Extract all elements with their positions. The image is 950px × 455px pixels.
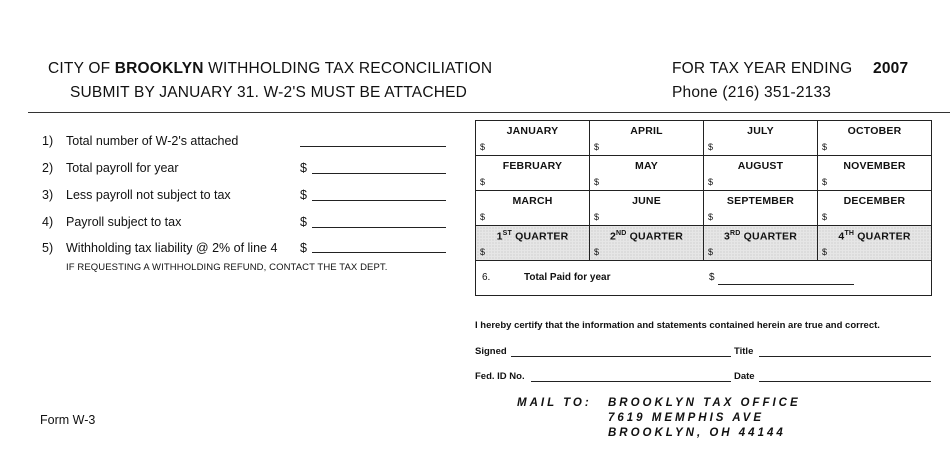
quarter-number: 1 (496, 230, 503, 243)
quarter-suffix: TH (844, 230, 855, 237)
title-prefix: CITY OF (48, 60, 115, 77)
signed-label: Signed (475, 346, 507, 357)
total-num: 6. (482, 272, 491, 283)
month-label: NOVEMBER (843, 160, 906, 172)
line-1-num: 1) (42, 134, 54, 148)
line-4-num: 4) (42, 215, 54, 229)
month-label: OCTOBER (847, 125, 902, 137)
quarter-cell[interactable] (590, 226, 704, 261)
form-subtitle: SUBMIT BY JANUARY 31. W-2'S MUST BE ATTACHED (70, 84, 468, 101)
fed-id-label: Fed. ID No. (475, 371, 525, 382)
month-label: JUNE (632, 195, 661, 207)
mail-address-line-3: BROOKLYN, OH 44144 (608, 427, 786, 439)
line-5-num: 5) (42, 241, 54, 255)
quarter-cell[interactable] (818, 226, 932, 261)
dollar-sign: $ (480, 212, 486, 222)
dollar-sign: $ (594, 177, 600, 187)
mail-address-line-1: BROOKLYN TAX OFFICE (608, 397, 801, 409)
month-cell[interactable] (590, 191, 704, 226)
total-row (476, 261, 932, 296)
month-cell[interactable] (818, 121, 932, 156)
fed-id-field[interactable] (531, 381, 731, 382)
quarter-cell[interactable] (704, 226, 818, 261)
quarter-label: QUARTER (626, 230, 683, 243)
month-label: APRIL (630, 125, 663, 137)
form-id: Form W-3 (40, 413, 96, 427)
quarter-suffix: ND (616, 230, 627, 237)
dollar-sign: $ (708, 177, 714, 187)
quarter-suffix: RD (730, 230, 741, 237)
month-cell[interactable] (818, 191, 932, 226)
total-dollar: $ (709, 272, 715, 283)
month-cell[interactable] (590, 121, 704, 156)
dollar-sign: $ (708, 212, 714, 222)
form-title (48, 60, 492, 78)
month-label: JANUARY (506, 125, 559, 137)
line-4-dollar: $ (300, 215, 307, 229)
certification-statement: I hereby certify that the information and statements contained herein are true and correct. (475, 320, 880, 331)
month-label: MARCH (512, 195, 553, 207)
quarter-row (476, 226, 932, 261)
dollar-sign: $ (594, 247, 600, 257)
line-5-dollar: $ (300, 241, 307, 255)
month-row (476, 121, 932, 156)
mail-to-label: MAIL TO: (517, 397, 592, 409)
title-field[interactable] (759, 356, 931, 357)
title-label: Title (734, 346, 754, 357)
dollar-sign: $ (822, 247, 828, 257)
line-5-field[interactable] (312, 252, 446, 253)
tax-year-label: FOR TAX YEAR ENDING (672, 60, 853, 77)
line-1-label: Total number of W-2's attached (66, 134, 239, 148)
quarter-label: QUARTER (854, 230, 911, 243)
line-3-dollar: $ (300, 188, 307, 202)
phone-number: Phone (216) 351-2133 (672, 84, 832, 101)
line-2-label: Total payroll for year (66, 161, 179, 175)
title-city: BROOKLYN (114, 60, 204, 77)
quarter-number: 2 (610, 230, 617, 243)
dollar-sign: $ (708, 247, 714, 257)
month-row (476, 156, 932, 191)
month-cell[interactable] (476, 191, 590, 226)
month-label: JULY (747, 125, 774, 137)
line-3-label: Less payroll not subject to tax (66, 188, 231, 202)
month-row (476, 191, 932, 226)
month-label: SEPTEMBER (726, 195, 795, 207)
total-field[interactable] (718, 284, 854, 285)
mail-address-line-2: 7619 MEMPHIS AVE (608, 412, 765, 424)
month-cell[interactable] (590, 156, 704, 191)
date-label: Date (734, 371, 755, 382)
refund-note: IF REQUESTING A WITHHOLDING REFUND, CONTACT THE TAX DEPT. (66, 262, 388, 273)
quarter-cell[interactable] (476, 226, 590, 261)
month-label: DECEMBER (843, 195, 906, 207)
month-label: AUGUST (737, 160, 784, 172)
month-cell[interactable] (476, 121, 590, 156)
quarter-suffix: ST (502, 230, 512, 237)
dollar-sign: $ (822, 177, 828, 187)
dollar-sign: $ (594, 142, 600, 152)
dollar-sign: $ (480, 142, 486, 152)
signature-field[interactable] (511, 356, 731, 357)
dollar-sign: $ (480, 177, 486, 187)
tax-year-value: 2007 (873, 60, 909, 77)
month-cell[interactable] (704, 156, 818, 191)
date-field[interactable] (759, 381, 931, 382)
header-divider (28, 112, 950, 113)
line-1-field[interactable] (300, 146, 446, 147)
title-suffix: WITHHOLDING TAX RECONCILIATION (203, 60, 493, 77)
month-cell[interactable] (704, 191, 818, 226)
line-2-dollar: $ (300, 161, 307, 175)
month-label: MAY (635, 160, 658, 172)
line-3-num: 3) (42, 188, 54, 202)
month-cell[interactable] (818, 156, 932, 191)
month-cell[interactable] (704, 121, 818, 156)
month-label: FEBRUARY (502, 160, 563, 172)
line-5-label: Withholding tax liability @ 2% of line 4 (66, 241, 278, 255)
quarter-number: 3 (724, 230, 731, 243)
dollar-sign: $ (708, 142, 714, 152)
line-3-field[interactable] (312, 200, 446, 201)
dollar-sign: $ (594, 212, 600, 222)
line-4-field[interactable] (312, 227, 446, 228)
dollar-sign: $ (822, 212, 828, 222)
line-2-field[interactable] (312, 173, 446, 174)
line-4-label: Payroll subject to tax (66, 215, 182, 229)
quarter-label: QUARTER (511, 230, 569, 243)
payment-grid (475, 120, 932, 296)
total-label: Total Paid for year (524, 272, 611, 283)
dollar-sign: $ (822, 142, 828, 152)
dollar-sign: $ (480, 247, 486, 257)
month-cell[interactable] (476, 156, 590, 191)
total-cell (476, 261, 932, 296)
quarter-label: QUARTER (740, 230, 797, 243)
quarter-number: 4 (838, 230, 845, 243)
line-2-num: 2) (42, 161, 54, 175)
